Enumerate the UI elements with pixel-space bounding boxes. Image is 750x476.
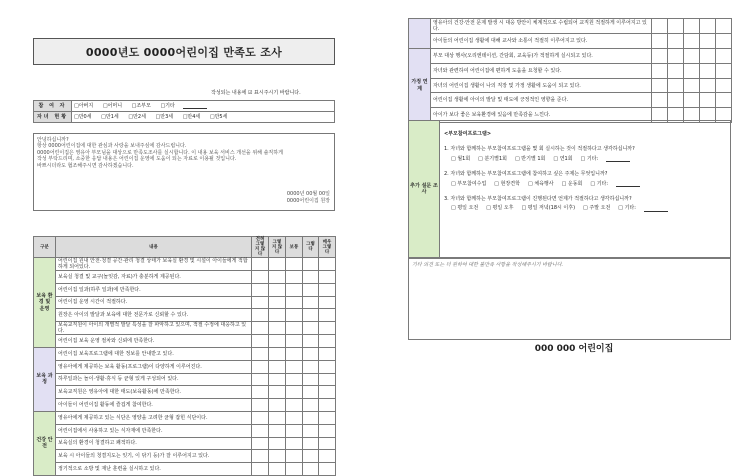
rating-cell[interactable] xyxy=(269,309,286,322)
rating-cell[interactable] xyxy=(252,335,269,348)
rating-cell[interactable] xyxy=(700,93,716,108)
question-text: 보육 시 아이들의 청결지도는 잇기, 이 닦기 등)가 잘 이루어지고 있다. xyxy=(56,450,252,463)
rating-cell[interactable] xyxy=(286,424,303,437)
rating-cell[interactable] xyxy=(319,258,336,271)
section-category-label: 건강 안전 xyxy=(34,411,56,475)
rating-cell[interactable] xyxy=(303,360,319,373)
program-question: 1. 자녀와 함께하는 부모참여프로그램을 몇 회 실시하는 것이 적절하다고 생각하십니까? xyxy=(444,146,635,153)
rating-cell[interactable] xyxy=(684,33,700,48)
rating-cell[interactable] xyxy=(269,322,286,335)
question-text: 자녀의 어린이집 생활이 나의 직장 및 가정 생활에 도움이 되고 있다. xyxy=(431,78,652,93)
question-text: 보육교직원은 영유아에 대한 태도(보육활동)에 만족한다. xyxy=(56,386,252,399)
rating-cell[interactable] xyxy=(303,309,319,322)
child-class-option-3[interactable]: □만3세 xyxy=(155,113,174,120)
rating-cell[interactable] xyxy=(303,322,319,335)
table-row xyxy=(34,360,336,373)
respondent-info-table xyxy=(33,100,335,123)
rating-cell[interactable] xyxy=(319,411,336,424)
rating-cell[interactable] xyxy=(252,360,269,373)
header-disagree: 그렇지 않다 xyxy=(269,237,286,258)
child-class-options xyxy=(72,112,335,123)
question-text: 영유아에게 제공하고 있는 식단은 영양을 고려한 균형 잡힌 식단이다. xyxy=(56,411,252,424)
rating-cell[interactable] xyxy=(319,424,336,437)
child-class-label: 자녀 현황 xyxy=(34,112,72,123)
question-text: 부모 대상 행사(오리엔테이션, 간담회, 교육등)가 적절하게 실시되고 있다. xyxy=(431,48,652,63)
survey-page-right xyxy=(394,0,750,466)
rating-cell[interactable] xyxy=(252,450,269,463)
rating-cell[interactable] xyxy=(303,411,319,424)
rating-cell[interactable] xyxy=(286,411,303,424)
program-option[interactable]: □ 평일 저녁(18시 이후) xyxy=(521,205,576,212)
program-option[interactable]: □ 운동회 xyxy=(561,180,583,187)
rating-cell[interactable] xyxy=(269,424,286,437)
program-category-label: 추가 설문 조사 xyxy=(409,121,440,257)
rating-cell[interactable] xyxy=(303,296,319,309)
respondent-option-grandparent[interactable]: □조부모 xyxy=(131,102,151,109)
survey-page-left xyxy=(6,0,362,473)
program-question-options xyxy=(451,156,726,162)
rating-cell[interactable] xyxy=(269,283,286,296)
rating-cell[interactable] xyxy=(684,93,700,108)
program-option[interactable]: □ 평일 오전 xyxy=(451,205,479,212)
rating-cell[interactable] xyxy=(668,63,684,78)
rating-cell[interactable] xyxy=(684,48,700,63)
rating-cell[interactable] xyxy=(319,373,336,386)
child-class-option-4[interactable]: □만4세 xyxy=(182,113,201,120)
rating-cell[interactable] xyxy=(286,437,303,450)
table-row xyxy=(409,19,732,34)
rating-cell[interactable] xyxy=(652,19,668,34)
table-row xyxy=(34,437,336,450)
rating-cell[interactable] xyxy=(319,437,336,450)
rating-cell[interactable] xyxy=(269,347,286,360)
rating-cell[interactable] xyxy=(319,463,336,476)
program-question: 3. 자녀와 함께하는 부모참여프로그램이 진행된다면 언제가 적절하다고 생각하십니까? xyxy=(444,196,632,203)
rating-cell[interactable] xyxy=(286,309,303,322)
rating-cell[interactable] xyxy=(269,296,286,309)
rating-cell[interactable] xyxy=(319,283,336,296)
greeting-signer: 0000어린이집 원장 xyxy=(286,198,330,204)
rating-cell[interactable] xyxy=(319,309,336,322)
table-row xyxy=(34,463,336,476)
respondent-row xyxy=(34,101,335,112)
respondent-option-father[interactable]: □아버지 xyxy=(74,102,94,109)
survey-title: 0000년도 0000어린이집 만족도 조사 xyxy=(33,38,335,65)
question-text: 정기적으로 소방 및 재난 훈련을 실시하고 있다. xyxy=(56,463,252,476)
question-text: 어린이집 생활에 아이의 발달 및 태도에 긍정적인 영향을 준다. xyxy=(431,93,652,108)
table-row xyxy=(409,33,732,48)
rating-cell[interactable] xyxy=(668,78,684,93)
rating-cell[interactable] xyxy=(668,19,684,34)
rating-cell[interactable] xyxy=(269,258,286,271)
rating-cell[interactable] xyxy=(700,63,716,78)
rating-cell[interactable] xyxy=(668,48,684,63)
rating-cell[interactable] xyxy=(303,335,319,348)
question-text: 원장은 아이의 발달과 보육에 대한 전문가로 신뢰할 수 있다. xyxy=(56,309,252,322)
program-other-blank[interactable] xyxy=(616,186,640,187)
other-comments-box[interactable] xyxy=(408,258,731,340)
table-row xyxy=(34,296,336,309)
rating-cell[interactable] xyxy=(716,93,732,108)
question-text: 보육실의 환경이 청결하고 쾌적하다. xyxy=(56,437,252,450)
rating-cell[interactable] xyxy=(252,437,269,450)
rating-cell[interactable] xyxy=(716,78,732,93)
rating-cell[interactable] xyxy=(319,271,336,284)
rating-cell[interactable] xyxy=(303,347,319,360)
program-option[interactable]: □ 부모참여수업 xyxy=(451,180,487,187)
header-content: 내용 xyxy=(56,237,252,258)
rating-cell[interactable] xyxy=(716,33,732,48)
rating-cell[interactable] xyxy=(684,19,700,34)
respondent-option-mother[interactable]: □어머니 xyxy=(102,102,123,109)
rating-cell[interactable] xyxy=(684,63,700,78)
question-text: 아이가 보다 좋은 보육환경에 있음에 만족감을 느낀다. xyxy=(431,108,652,123)
rating-cell[interactable] xyxy=(652,93,668,108)
section-category-label: 가정 연계 xyxy=(409,48,431,122)
other-comments-prompt: 기타 의견 또는 더 원하여 대한 불만족 사항을 작성해주시기 바랍니다. xyxy=(412,262,564,268)
program-option[interactable]: □ 월1회 xyxy=(451,155,471,162)
greeting-box xyxy=(33,133,335,211)
rating-cell[interactable] xyxy=(303,258,319,271)
question-text: 하루일과는 놀이·생활·휴식 등 균형 있게 구성되어 있다. xyxy=(56,373,252,386)
rating-cell[interactable] xyxy=(252,463,269,476)
rating-cell[interactable] xyxy=(252,271,269,284)
rating-cell[interactable] xyxy=(252,309,269,322)
question-text: 어린이집 운영 시간이 적절하다. xyxy=(56,296,252,309)
rating-cell[interactable] xyxy=(700,19,716,34)
rating-cell[interactable] xyxy=(252,411,269,424)
rating-cell[interactable] xyxy=(269,335,286,348)
rating-cell[interactable] xyxy=(286,283,303,296)
program-option[interactable]: □ 기타: xyxy=(590,180,609,187)
rating-cell[interactable] xyxy=(286,373,303,386)
rating-cell[interactable] xyxy=(319,347,336,360)
rating-cell[interactable] xyxy=(269,463,286,476)
rating-cell[interactable] xyxy=(303,437,319,450)
greeting-line: 바쁘시더라도 협조해주시면 감사하겠습니다. xyxy=(37,162,134,169)
greeting-line: 0000어린이집은 영유아 부모님을 대상으로 만족도조사를 실시합니다. 이 내용 보육 서비스 개선을 위해 솔직하게 xyxy=(37,149,283,156)
rating-cell[interactable] xyxy=(652,63,668,78)
section-category-cell xyxy=(409,19,431,49)
table-row xyxy=(34,271,336,284)
question-text: 영유아의 건강·안전 문제 발생 시 대응 방안이 체계적으로 수립되어 교직원 적절하게 이루어지고 있다. xyxy=(431,19,652,34)
rating-cell[interactable] xyxy=(286,296,303,309)
rating-cell[interactable] xyxy=(286,463,303,476)
rating-cell[interactable] xyxy=(319,360,336,373)
table-row xyxy=(409,93,732,108)
table-row xyxy=(34,386,336,399)
rating-cell[interactable] xyxy=(684,78,700,93)
rating-cell[interactable] xyxy=(319,335,336,348)
program-question-options xyxy=(451,205,726,211)
table-row xyxy=(34,373,336,386)
rating-cell[interactable] xyxy=(269,271,286,284)
rating-cell[interactable] xyxy=(700,78,716,93)
question-text: 어린이집에서 사용하고 있는 식자재에 만족한다. xyxy=(56,424,252,437)
program-option[interactable]: □ 주말 오전 xyxy=(583,205,611,212)
rating-cell[interactable] xyxy=(286,271,303,284)
program-option[interactable]: □ 체육행사 xyxy=(527,180,554,187)
table-row xyxy=(34,424,336,437)
child-class-row xyxy=(34,112,335,123)
greeting-date: 0000년 00월 00일 xyxy=(286,191,330,197)
question-text: 어린이집 일과(하루 일과)에 만족한다. xyxy=(56,283,252,296)
parent-program-section xyxy=(408,120,731,258)
program-question-options xyxy=(451,181,726,187)
rating-cell[interactable] xyxy=(252,399,269,412)
greeting-line: 안녕하십니까? xyxy=(37,137,69,143)
program-body xyxy=(440,121,730,257)
child-class-option-5[interactable]: □만5세 xyxy=(209,113,228,120)
child-class-option-0[interactable]: □만0세 xyxy=(74,113,92,120)
rating-cell[interactable] xyxy=(700,48,716,63)
rating-cell[interactable] xyxy=(252,347,269,360)
rating-cell[interactable] xyxy=(303,450,319,463)
respondent-label: 참 여 자 xyxy=(34,101,72,112)
table-row xyxy=(34,347,336,360)
section-category-label: 보육 환경 및 운영 xyxy=(34,258,56,348)
rating-cell[interactable] xyxy=(269,360,286,373)
table-row xyxy=(34,322,336,335)
rating-cell[interactable] xyxy=(716,63,732,78)
rating-cell[interactable] xyxy=(319,450,336,463)
rating-cell[interactable] xyxy=(252,283,269,296)
rating-cell[interactable] xyxy=(303,424,319,437)
program-option[interactable]: □ 평일 오후 xyxy=(486,205,514,212)
rating-cell[interactable] xyxy=(286,360,303,373)
instruction-text: 작성되는 내용에 ☑ 표시주시기 바랍니다. xyxy=(211,90,301,96)
program-option[interactable]: □ 분기별1회 xyxy=(478,155,507,162)
rating-cell[interactable] xyxy=(286,386,303,399)
section-category-label: 보육 과정 xyxy=(34,347,56,411)
program-heading: <부모참여프로그램> xyxy=(444,131,492,137)
rating-cell[interactable] xyxy=(303,283,319,296)
rating-cell[interactable] xyxy=(319,399,336,412)
header-strongly-disagree: 전혀 그렇지 않다 xyxy=(252,237,269,258)
rating-cell[interactable] xyxy=(303,386,319,399)
respondent-other-blank[interactable] xyxy=(183,108,207,109)
rating-cell[interactable] xyxy=(269,373,286,386)
table-row xyxy=(34,283,336,296)
rating-cell[interactable] xyxy=(319,322,336,335)
table-row xyxy=(34,258,336,271)
child-class-option-1[interactable]: □만1세 xyxy=(101,113,119,120)
rating-cell[interactable] xyxy=(269,386,286,399)
question-text: 보육교직원이 아이의 개별적 발달 특성을 잘 파악하고 있으며, 적절 수정에 대응하고 있다. xyxy=(56,322,252,335)
satisfaction-table xyxy=(33,236,336,476)
rating-cell[interactable] xyxy=(716,48,732,63)
rating-cell[interactable] xyxy=(319,386,336,399)
question-text: 아이들의 어린이집 생활에 대해 교사와 소통이 적절히 이루어지고 있다. xyxy=(431,33,652,48)
rating-cell[interactable] xyxy=(652,78,668,93)
daycare-name-footer: 000 000 어린이집 xyxy=(534,344,614,354)
table-row xyxy=(409,63,732,78)
question-text: 어린이집 원내 안전·청결 공간·관리 청결 상태가 보육실 환경 및 시설이 아이들에게 적합하게 되어있다. xyxy=(56,258,252,271)
rating-cell[interactable] xyxy=(319,296,336,309)
rating-cell[interactable] xyxy=(652,48,668,63)
header-agree: 그렇다 xyxy=(303,237,319,258)
header-strongly-agree: 매우 그렇다 xyxy=(319,237,336,258)
program-other-blank[interactable] xyxy=(606,161,630,162)
rating-cell[interactable] xyxy=(252,373,269,386)
table-row xyxy=(34,450,336,463)
table-row xyxy=(409,48,732,63)
question-text: 보육실 청결 및 교구(놀잇감, 자료)가 충분하게 제공된다. xyxy=(56,271,252,284)
rating-cell[interactable] xyxy=(652,33,668,48)
rating-cell[interactable] xyxy=(286,258,303,271)
rating-cell[interactable] xyxy=(303,463,319,476)
program-option[interactable]: □ 연1회 xyxy=(553,155,573,162)
question-text: 아이들이 어린이집 활동에 즐겁게 참여한다. xyxy=(56,399,252,412)
rating-cell[interactable] xyxy=(716,19,732,34)
header-category: 구분 xyxy=(34,237,56,258)
child-class-option-2[interactable]: □만2세 xyxy=(128,113,146,120)
table-row xyxy=(409,78,732,93)
family-link-table xyxy=(408,18,732,123)
question-text: 영유아에게 제공하는 보육 활동(프로그램)이 다양하게 이루어진다. xyxy=(56,360,252,373)
greeting-line: 항상 0000어린이집에 대한 관심과 사랑을 보내주심에 감사드립니다. xyxy=(37,143,187,150)
rating-cell[interactable] xyxy=(269,411,286,424)
rating-cell[interactable] xyxy=(252,386,269,399)
greeting-line: 작성 부탁드리며, 소중한 응답 내용은 어린이집 운영에 도움이 되는 자료로 이용될 것입니다. xyxy=(37,156,237,163)
rating-cell[interactable] xyxy=(668,33,684,48)
rating-cell[interactable] xyxy=(269,399,286,412)
respondent-option-other[interactable]: □기타 xyxy=(160,102,175,109)
table-row xyxy=(34,411,336,424)
program-option[interactable]: □ 반기별 1회 xyxy=(514,155,546,162)
rating-cell[interactable] xyxy=(668,93,684,108)
table-row xyxy=(34,309,336,322)
program-other-blank[interactable] xyxy=(644,211,668,212)
program-option[interactable]: □ 현장견학 xyxy=(494,180,520,187)
table-row xyxy=(34,335,336,348)
program-question: 2. 자녀와 함께하는 부모참여프로그램에 참여하고 싶은 주제는 무엇입니까? xyxy=(444,171,608,178)
program-option[interactable]: □ 기타: xyxy=(580,155,599,162)
program-option[interactable]: □ 기타: xyxy=(618,205,636,212)
rating-cell[interactable] xyxy=(269,437,286,450)
rating-cell[interactable] xyxy=(286,450,303,463)
rating-cell[interactable] xyxy=(252,424,269,437)
header-neutral: 보통 xyxy=(286,237,303,258)
rating-cell[interactable] xyxy=(286,335,303,348)
question-text: 어린이집 보육프로그램에 대한 정보를 안내받고 있다. xyxy=(56,347,252,360)
rating-cell[interactable] xyxy=(286,399,303,412)
rating-cell[interactable] xyxy=(303,399,319,412)
rating-cell[interactable] xyxy=(303,373,319,386)
rating-cell[interactable] xyxy=(700,33,716,48)
question-text: 어린이집 보육 운영 절차와 신뢰에 만족한다. xyxy=(56,335,252,348)
rating-cell[interactable] xyxy=(252,296,269,309)
table-row xyxy=(34,399,336,412)
rating-cell[interactable] xyxy=(303,271,319,284)
table-header-row xyxy=(34,237,336,258)
question-text: 자녀와 관련하여 어린이집에 편하게 도움을 요청할 수 있다. xyxy=(431,63,652,78)
rating-cell[interactable] xyxy=(252,322,269,335)
rating-cell[interactable] xyxy=(286,322,303,335)
respondent-options xyxy=(72,101,335,112)
rating-cell[interactable] xyxy=(252,258,269,271)
rating-cell[interactable] xyxy=(286,347,303,360)
rating-cell[interactable] xyxy=(269,450,286,463)
